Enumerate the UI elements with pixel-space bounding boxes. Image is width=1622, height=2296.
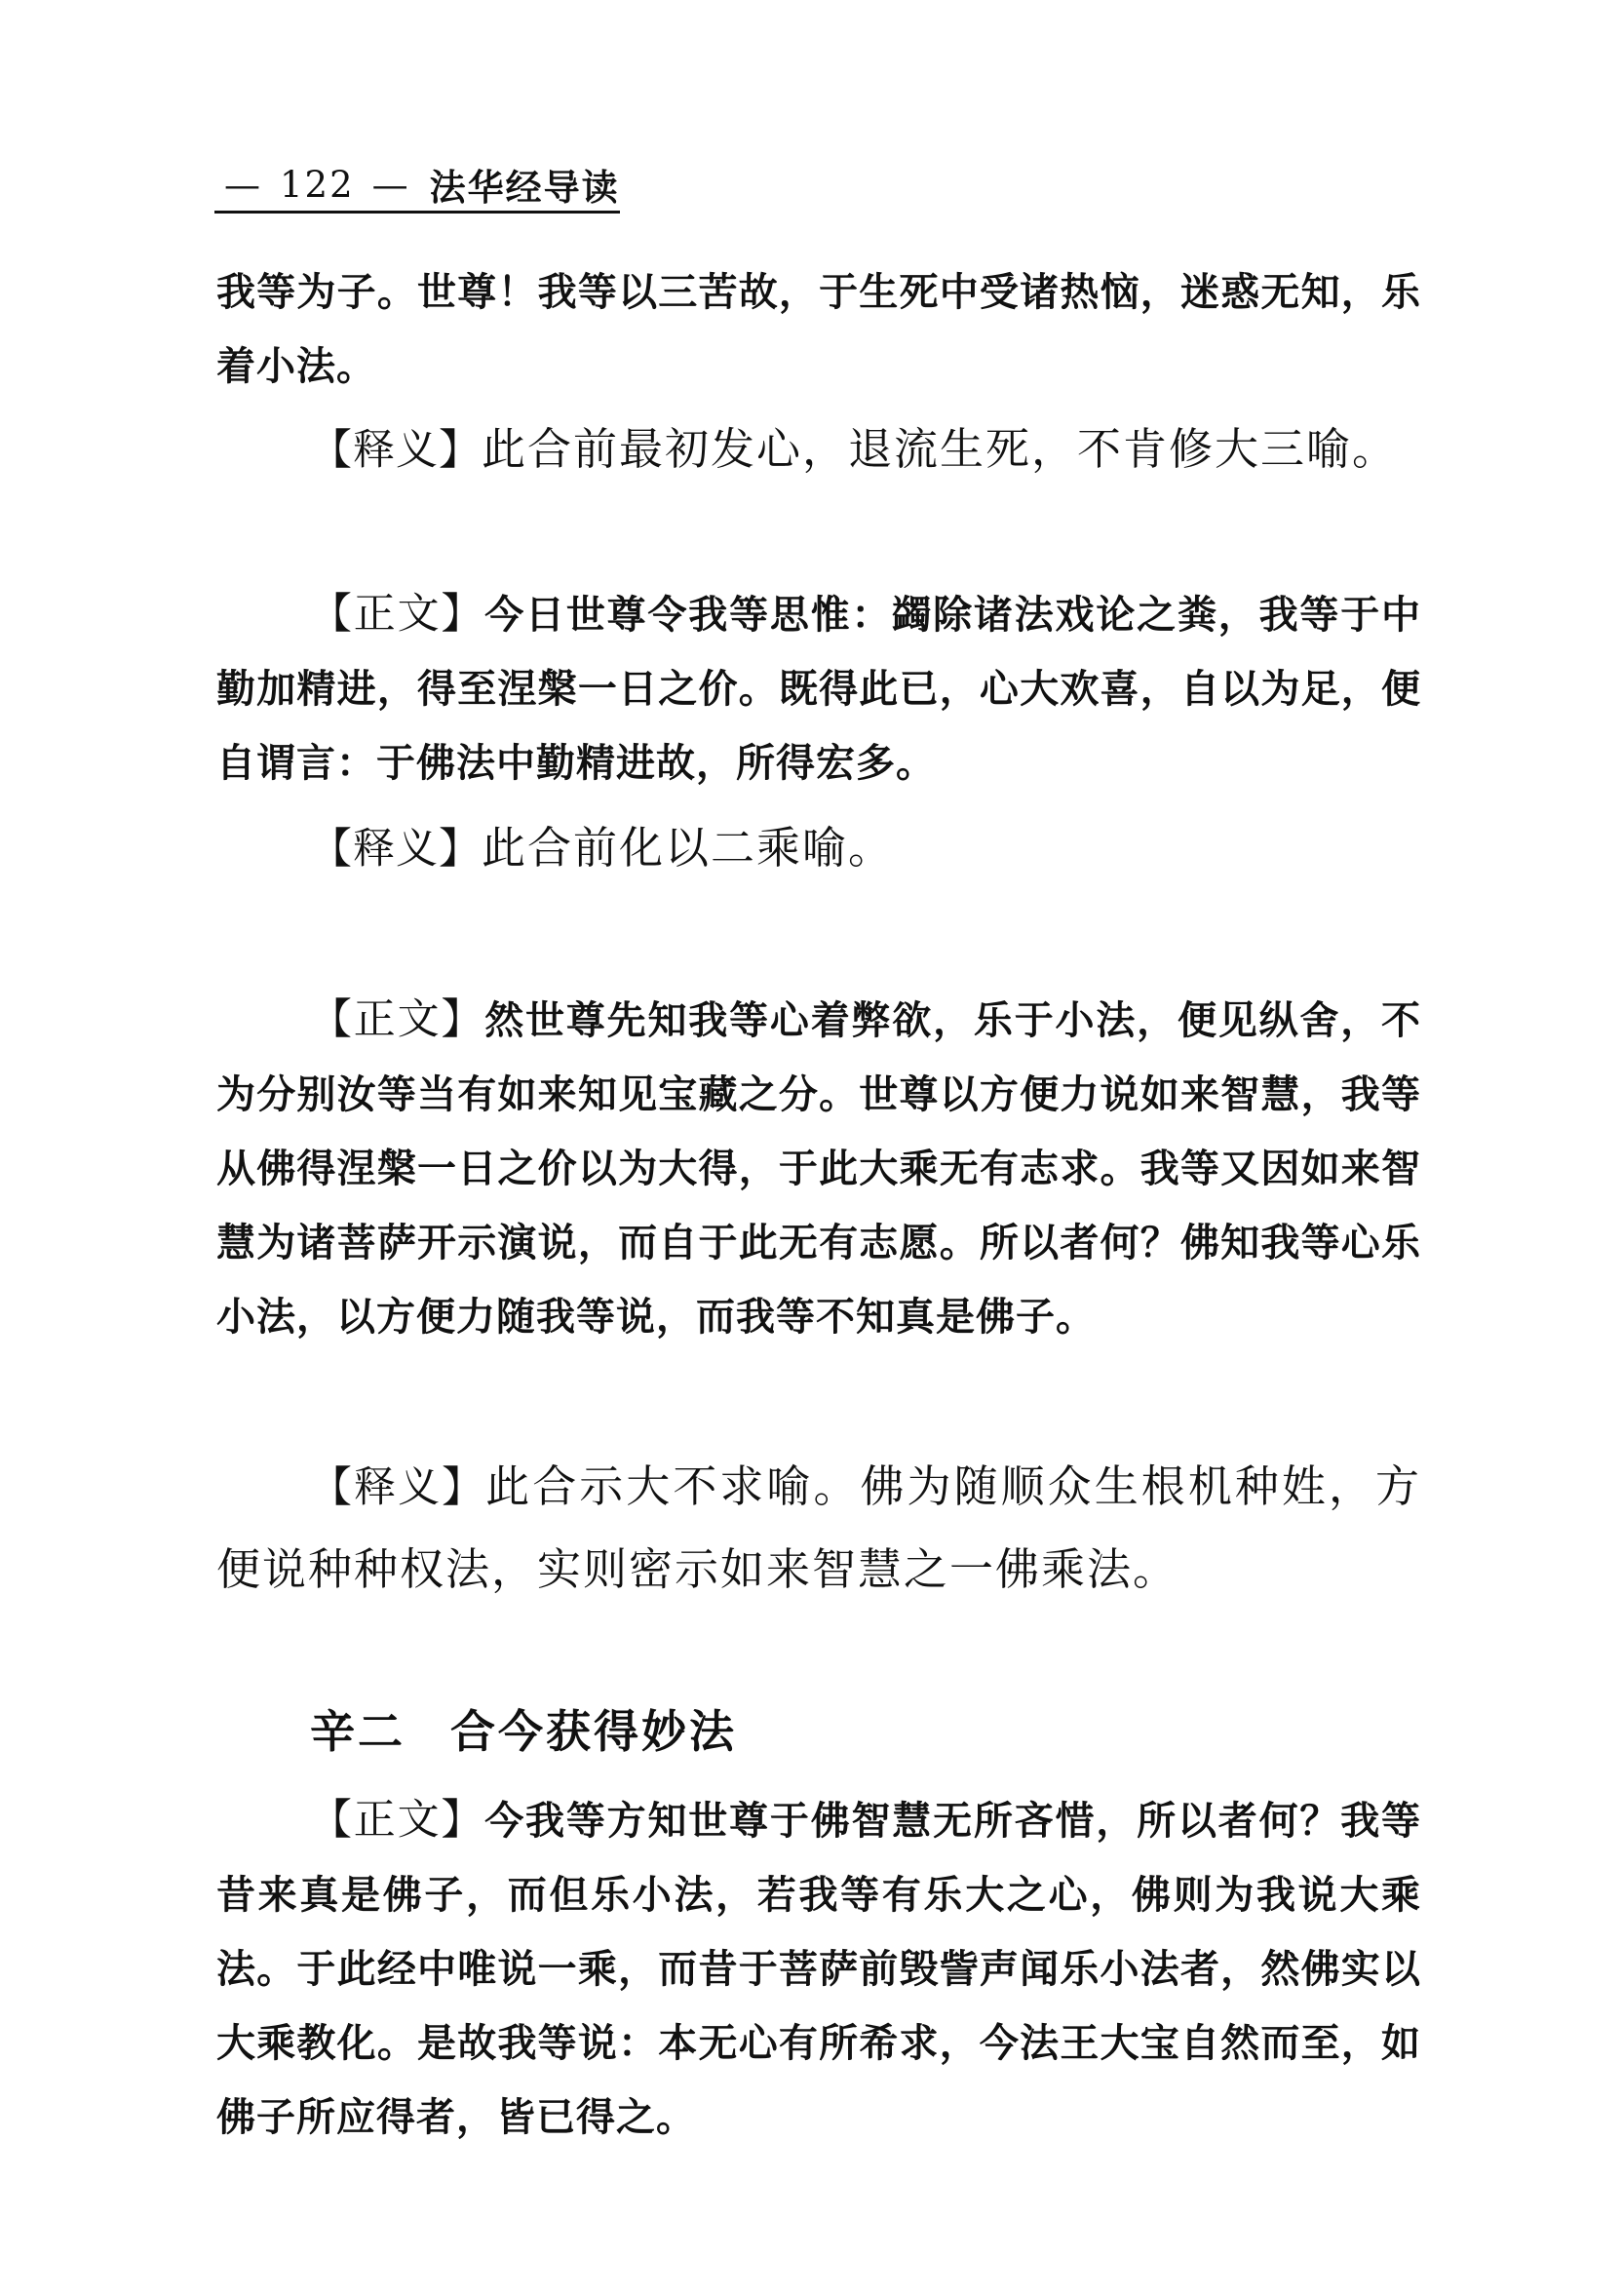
paragraph-4-text: 此合前化以二乘喻。 [482,822,895,874]
paragraph-4-tag: 【释义】 [310,825,482,874]
paragraph-3-tag: 【正文】 [310,590,485,639]
text-paragraph-3 [216,983,1421,1354]
commentary-paragraph-3 [216,1446,1421,1611]
section-heading [310,1696,737,1761]
paragraph-1-text: 我等为子。世尊！我等以三苦故，于生死中受诸热恼，迷惑无知，乐着小法。 [216,270,1421,389]
page-number: 122 [280,163,355,206]
paragraph-2-tag: 【释义】 [310,426,482,475]
header-dash-right: — [371,163,410,206]
paragraph-6-tag: 【释义】 [310,1463,486,1512]
section-title: 合今获得妙法 [450,1705,737,1758]
text-paragraph-4 [216,1783,1421,2155]
text-paragraph-2 [216,577,1421,800]
paragraph-6-text: 此合示大不求喻。佛为随顺众生根机种姓，方便说种种权法，实则密示如来智慧之一佛乘法。 [216,1460,1421,1595]
book-title: 法华经导读 [429,166,620,209]
page-header [214,162,620,214]
paragraph-5-text: 然世尊先知我等心着弊欲，乐于小法，便见纵舍，不为分别汝等当有如来知见宝藏之分。世尊以方便力说如来智慧，我等从佛得涅槃一日之价以为大得，于此大乘无有志求。我等又因如来智慧为诸菩萨开示演说，而自于此无有志愿。所以者何？佛知我等心乐小法，以方便力随我等说，而我等不知真是佛子。 [216,998,1422,1340]
paragraph-5-tag: 【正文】 [310,995,485,1044]
commentary-paragraph-2 [216,807,1421,890]
paragraph-7-text: 今我等方知世尊于佛智慧无所吝惜，所以者何？我等昔来真是佛子，而但乐小法，若我等有乐大之心，佛则为我说大乘法。于此经中唯说一乘，而昔于菩萨前毁訾声闻乐小法者，然佛实以大乘教化。是故我等说：本无心有所希求，今法王大宝自然而至，如佛子所应得者，皆已得之。 [216,1799,1422,2140]
paragraph-3-text: 今日世尊令我等思惟：蠲除诸法戏论之粪，我等于中勤加精进，得至涅槃一日之价。既得此已，心大欢喜，自以为足，便自谓言：于佛法中勤精进故，所得宏多。 [216,593,1422,786]
paragraph-7-tag: 【正文】 [310,1796,485,1845]
commentary-paragraph-1 [216,409,1421,491]
paragraph-2-text: 此合前最初发心，退流生死，不肯修大三喻。 [482,423,1399,475]
section-number: 辛二 [310,1705,406,1758]
header-dash-left: — [224,163,262,206]
text-paragraph-1 [216,255,1421,404]
